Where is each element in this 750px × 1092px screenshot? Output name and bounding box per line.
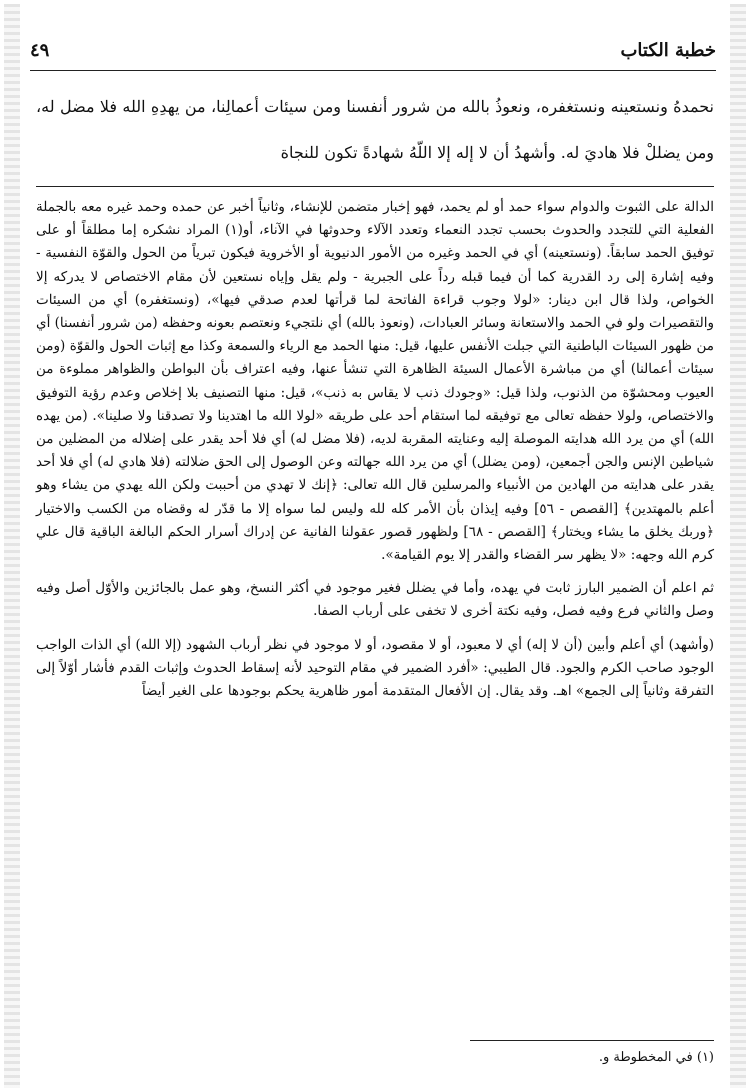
commentary <box>36 196 714 1016</box>
footnote-divider <box>470 1040 714 1041</box>
running-title: خطبة الكتاب <box>620 39 716 61</box>
decorative-border-right <box>730 4 746 1088</box>
commentary-paragraph-3: (وأشهد) أي أعلم وأبين (أن لا إله) أي لا معبود، أو لا مقصود، أو لا موجود في نظر أرباب الشهود (إلا الله) أي الذات الواجب الوجود صاحب الكرم والجود. قال الطيبي: «أفرد الضمير في مقام التوحيد لأنه إسقاط الحدوث وإثبات القدم فأشار أوّلاً إلى التفرقة وثانياً إلى الجمع» اهـ. وقد يقال. إن الأفعال المتقدمة أمور ظاهرية يحكم بوجودها على الغير أيضاً <box>36 636 714 700</box>
page-header <box>30 30 716 71</box>
page-number: ٤٩ <box>30 39 50 61</box>
main-text-divider <box>36 186 714 187</box>
main-text: نحمدهُ ونستعينه ونستغفره، ونعوذُ بالله من شرور أنفسنا ومن سيئات أعمالِنا، من يهدِهِ الله فلا مضل له، ومن يضللْ فلا هاديَ له. وأشهدُ أن لا إله إلا اللّهُ شهادةً تكون للنجاة <box>36 97 714 162</box>
commentary-paragraph-2: ثم اعلم أن الضمير البارز ثابت في يهده، وأما في يضلل فغير موجود في أكثر النسخ، وهو عمل بالجائزين والأوّل أصل وفيه وصل والثاني فرع وفيه فصل، وفيه نكتة أخرى لا تخفى على أرباب الصفا. <box>36 580 714 620</box>
decorative-border-left <box>4 4 20 1088</box>
footnote: (١) في المخطوطة و. <box>598 1050 714 1065</box>
commentary-paragraph-1: الدالة على الثبوت والدوام سواء حمد أو لم يحمد، فهو إخبار متضمن للإنشاء، وثانياً أخبر عن حمده وحمد غيره معه بالجملة الفعلية التي للتجدد والحدوث بحسب تجدد النعماء وتعدد الآلاء وحدوثها في الآناء، أو(١) المراد نشكره إما مطلقاً أو على توفيق الحمد سابقاً. (ونستعينه) أي في الحمد وغيره من الأمور الدنيوية أو الأخروية فيكون تبرياً من الحول والقوّة النفسية - وفيه إشارة إلى رد القدرية كما أن فيما قبله رداً على الجبرية - ولم يقل وإياه نستعين لأن مقام الاختصاص لا يدركه إلا الخواص، ولذا قال ابن دينار: «لولا وجوب قراءة الفاتحة لما قرأتها لعدم صدقي فيها»، (ونستغفره) أي من السيئات والتقصيرات ولو في الحمد والاستعانة وسائر العبادات، (ونعوذ بالله) أي نلتجيء ونعتصم بعونه وحفظه (من شرور أنفسنا) أي من ظهور السيئات الباطنية التي جبلت الأنفس عليها، قيل: منها الحمد مع الرياء والسمعة وكذا مع إثبات الحول والقوّة (ومن سيئات أعمالنا) أي من مباشرة الأعمال السيئة الظاهرة التي تنشأ عنها، وفيه اعتراف بأن البواطن والظواهر مملوءة من العيوب ومحشوّة من الذنوب، ولذا قيل: «وجودك ذنب لا يقاس به ذنب»، قيل: منها التصنيف بلا إخلاص وعدم رؤية التوفيق والاختصاص، ولولا حفظه تعالى مع توفيقه لما استقام أحد على طريقه «لولا الله ما اهتدينا ولا تصدقنا ولا صلينا». (من يهده الله) أي من يرد الله هدايته الموصلة إليه وعنايته المقربة لديه، (فلا مضل له) أي فلا أحد يقدر على إضلاله من المضلين من شياطين الإنس والجن أجمعين، (ومن يضلل) أي من يرد الله جهالته وعن الوصول إلى الحق ضلالته (فلا هادي له) أي فلا أحد يقدر على هدايته من الهادين من الأنبياء والمرسلين قال الله تعالى: ﴿إنك لا تهدي من أحببت ولكن الله يهدي من يشاء وهو أعلم بالمهتدين﴾ [القصص - ٥٦] وفيه إيذان بأن الأمر كله لله وليس لما سواه إلا ما قدّر له وقضاه من الكسب والاختيار ﴿وربك يخلق ما يشاء ويختار﴾ [القصص - ٦٨] ولظهور قصور عقولنا الفانية عن إدراك أسرار الحكم البالغة الباقية قال علي كرم الله وجهه: «لا يظهر سر القضاء والقدر إلا يوم القيامة». <box>36 199 715 564</box>
